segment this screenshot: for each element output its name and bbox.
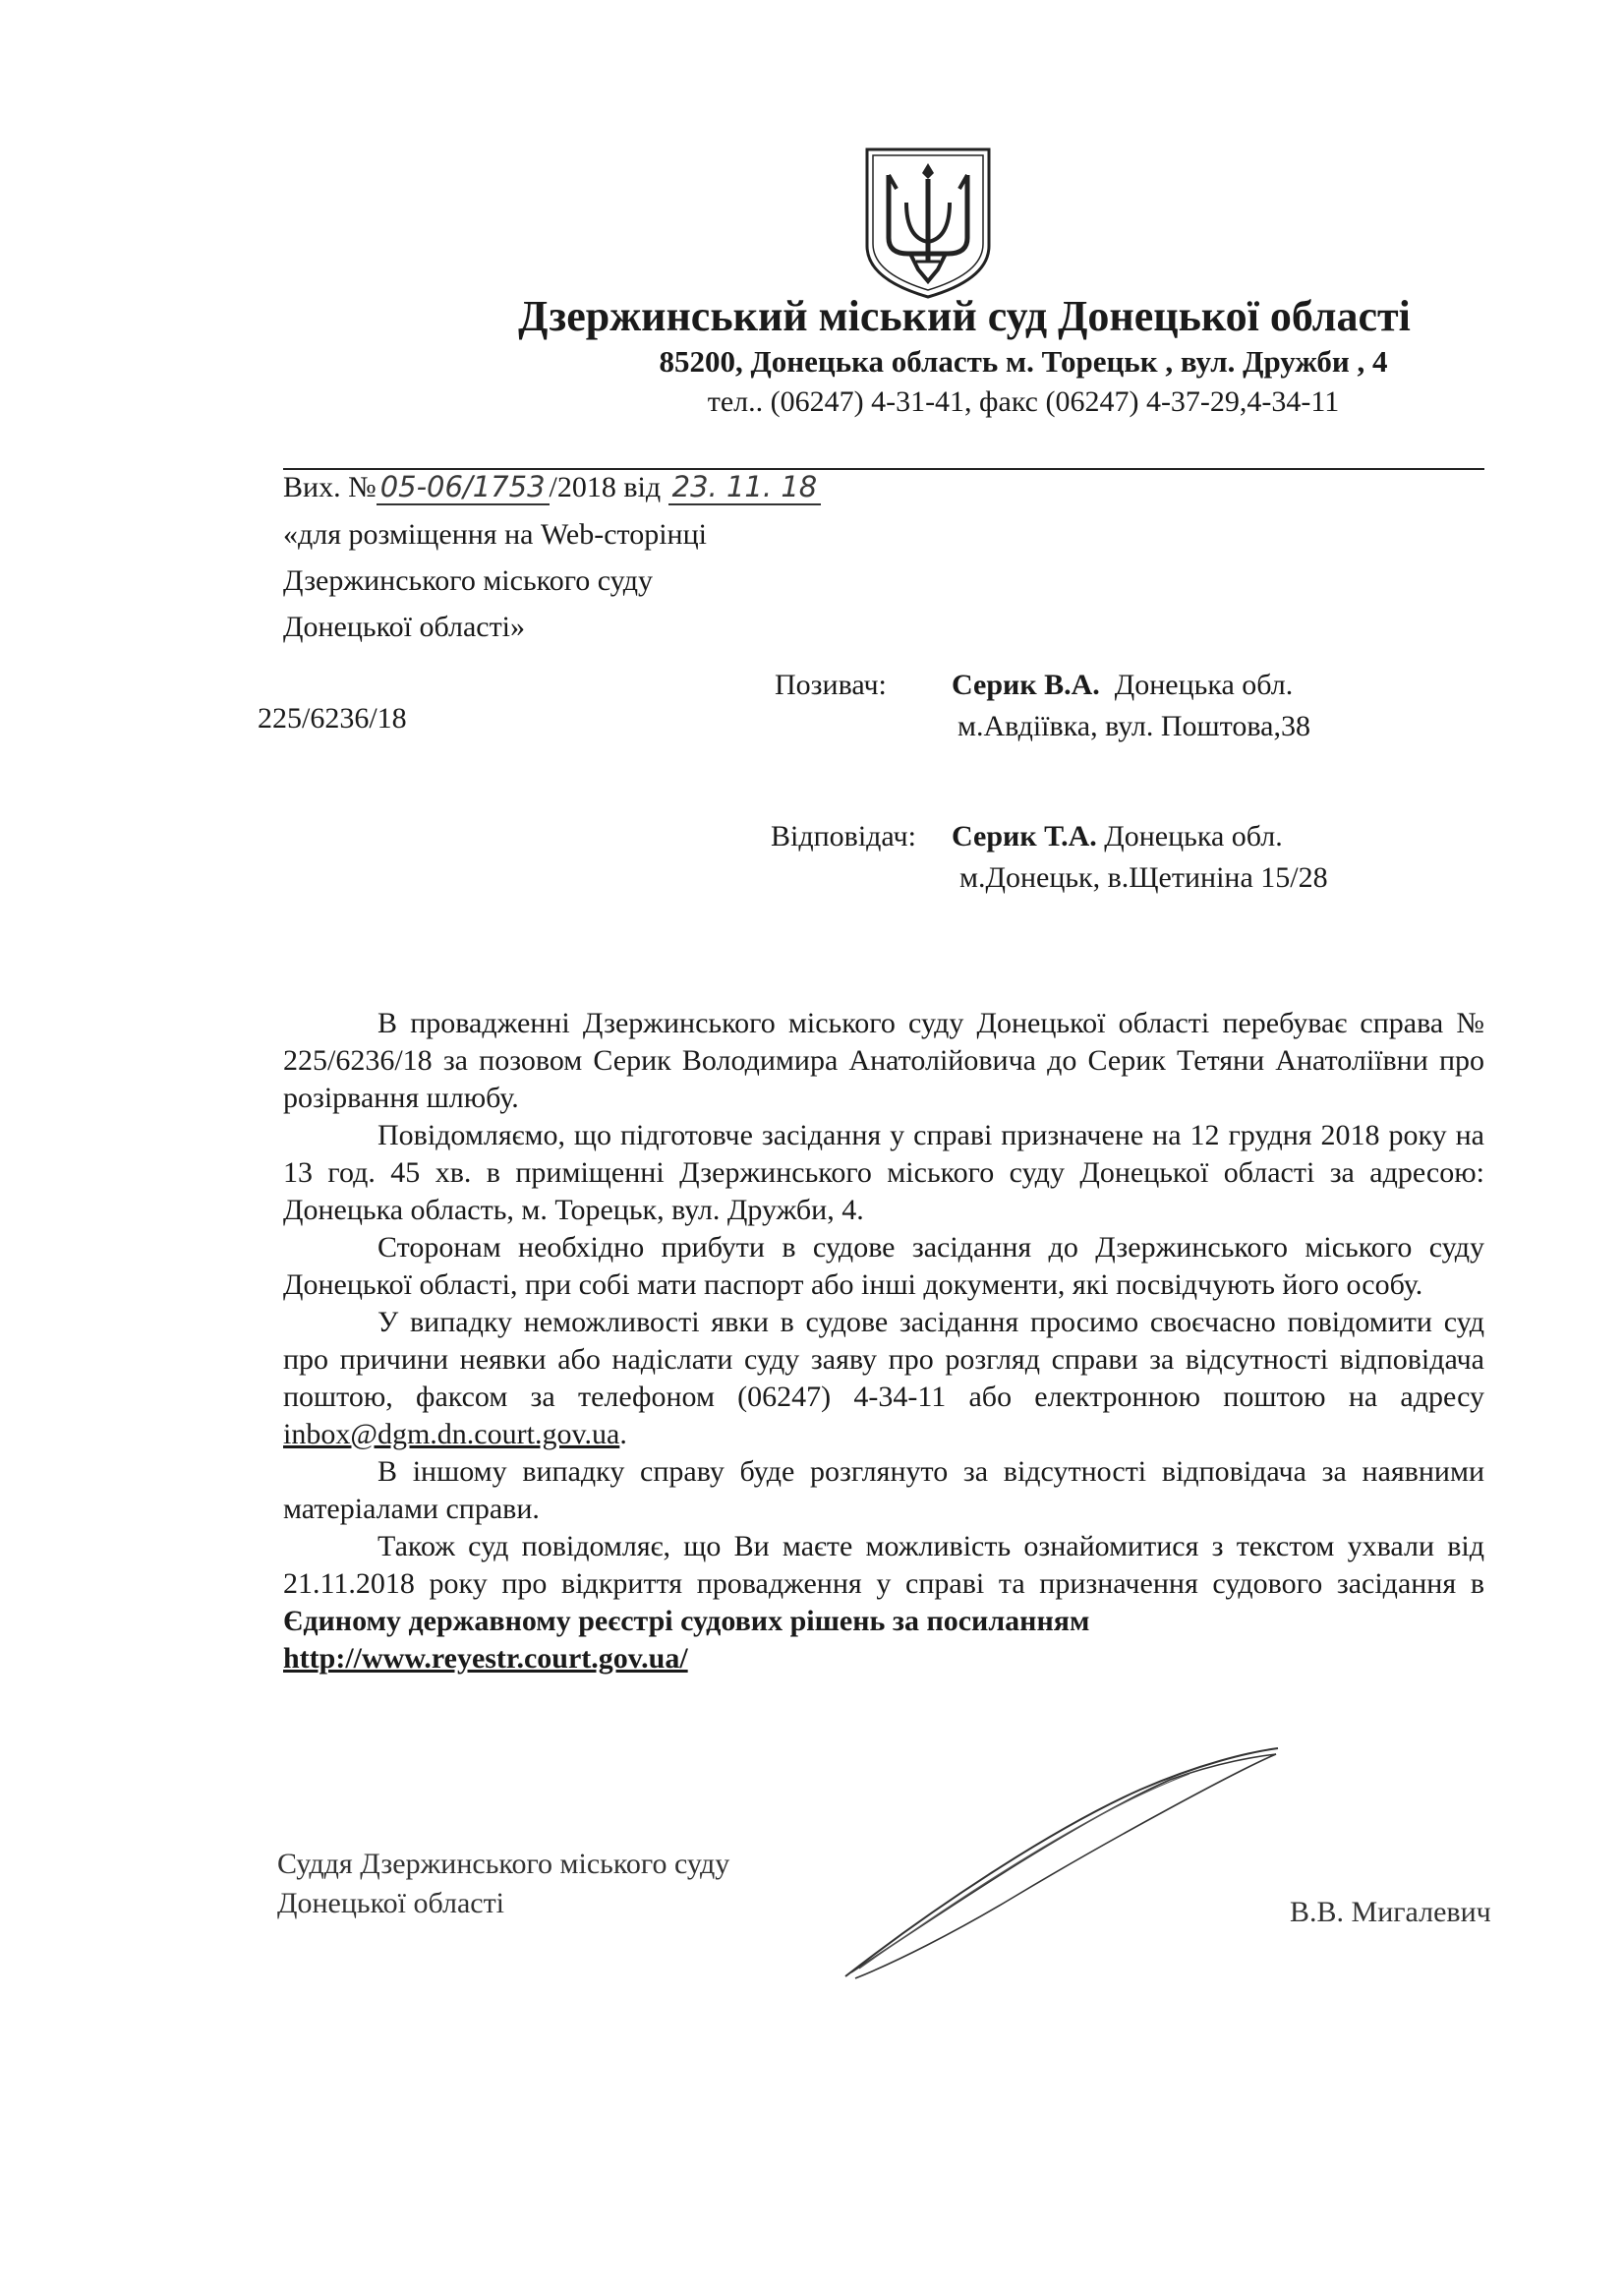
registry-reference: Єдиному державному реєстрі судових рішень за посиланням (283, 1605, 1090, 1637)
judge-title (277, 1845, 729, 1923)
body-paragraph-text: У випадку неможливості явки в судове засідання просимо своєчасно повідомити суд про причини неявки або надіслати суду заяву про розгляд справи за відсутності відповідача поштою, факсом за телефоном (06247) 4-34-11 або електронною поштою на адресу (283, 1306, 1484, 1413)
body-paragraph (283, 1528, 1484, 1640)
outgoing-year: /2018 від (549, 471, 662, 503)
defendant-name-line (952, 820, 1283, 853)
defendant-address: м.Донецьк, в.Щетиніна 15/28 (959, 861, 1328, 894)
judge-name: В.В. Мигалевич (1290, 1896, 1491, 1928)
web-publication-note (283, 511, 707, 650)
handwritten-signature-icon (816, 1740, 1288, 1986)
body-paragraph: В іншому випадку справу буде розглянуто за відсутності відповідача за наявними матеріалами справи. (283, 1455, 1484, 1525)
letter-body (283, 1005, 1484, 1677)
coat-of-arms-icon (859, 144, 997, 301)
registry-link[interactable]: http://www.reyestr.court.gov.ua/ (283, 1642, 688, 1675)
court-phones: тел.. (06247) 4-31-41, факс (06247) 4-37-29,4-34-11 (707, 385, 1340, 418)
body-paragraph: В провадженні Дзержинського міського суду Донецької області перебуває справа № 225/6236/18 за позовом Серик Володимира Анатолійовича до Серик Тетяни Анатоліївни про розірвання шлюбу. (283, 1007, 1484, 1114)
outgoing-prefix: Вих. № (283, 471, 377, 503)
plaintiff-name: Серик В.А. (952, 669, 1100, 701)
defendant-name: Серик Т.А. (952, 820, 1097, 853)
judge-title-line: Донецької області (277, 1887, 505, 1919)
outgoing-number (283, 470, 821, 504)
body-paragraph (283, 1304, 1484, 1453)
web-note-line: Дзержинського міського суду (283, 564, 654, 597)
body-paragraph: Повідомляємо, що підготовче засідання у справі призначене на 12 грудня 2018 року на 13 год. 45 хв. в приміщенні Дзержинського міського суду Донецької області за адресою: Донецька область, м. Торецьк, вул. Дружби, 4. (283, 1119, 1484, 1226)
body-paragraph: Сторонам необхідно прибути в судове засідання до Дзержинського міського суду Донецької області, при собі мати паспорт або інші документи, які посвідчують його особу. (283, 1231, 1484, 1301)
outgoing-date-handwritten: 23. 11. 18 (668, 470, 822, 505)
body-paragraph-end: . (619, 1418, 627, 1450)
plaintiff-region: Донецька обл. (1114, 669, 1294, 701)
defendant-label: Відповідач: (771, 820, 916, 853)
body-paragraph-text: Також суд повідомляє, що Ви маєте можливість ознайомитися з текстом ухвали від 21.11.2018 року про відкриття провадження у справі та призначення судового засідання в (283, 1530, 1484, 1600)
plaintiff-address: м.Авдіївка, вул. Поштова,38 (957, 710, 1310, 742)
defendant-region: Донецька обл. (1104, 820, 1283, 853)
web-note-line: «для розміщення на Web-сторінці (283, 518, 708, 551)
judge-title-line: Суддя Дзержинського міського суду (277, 1848, 730, 1880)
court-name: Дзержинський міський суд Донецької області (518, 292, 1411, 340)
plaintiff-label: Позивач: (775, 669, 887, 701)
outgoing-number-handwritten: 05-06/1753 (377, 470, 550, 505)
case-number: 225/6236/18 (258, 702, 407, 735)
plaintiff-name-line (952, 669, 1293, 702)
registry-link-line (283, 1640, 1484, 1677)
web-note-line: Донецької області» (283, 611, 526, 643)
email-link[interactable]: inbox@dgm.dn.court.gov.ua (283, 1418, 620, 1450)
court-address: 85200, Донецька область м. Торецьк , вул. Дружби , 4 (659, 344, 1388, 379)
